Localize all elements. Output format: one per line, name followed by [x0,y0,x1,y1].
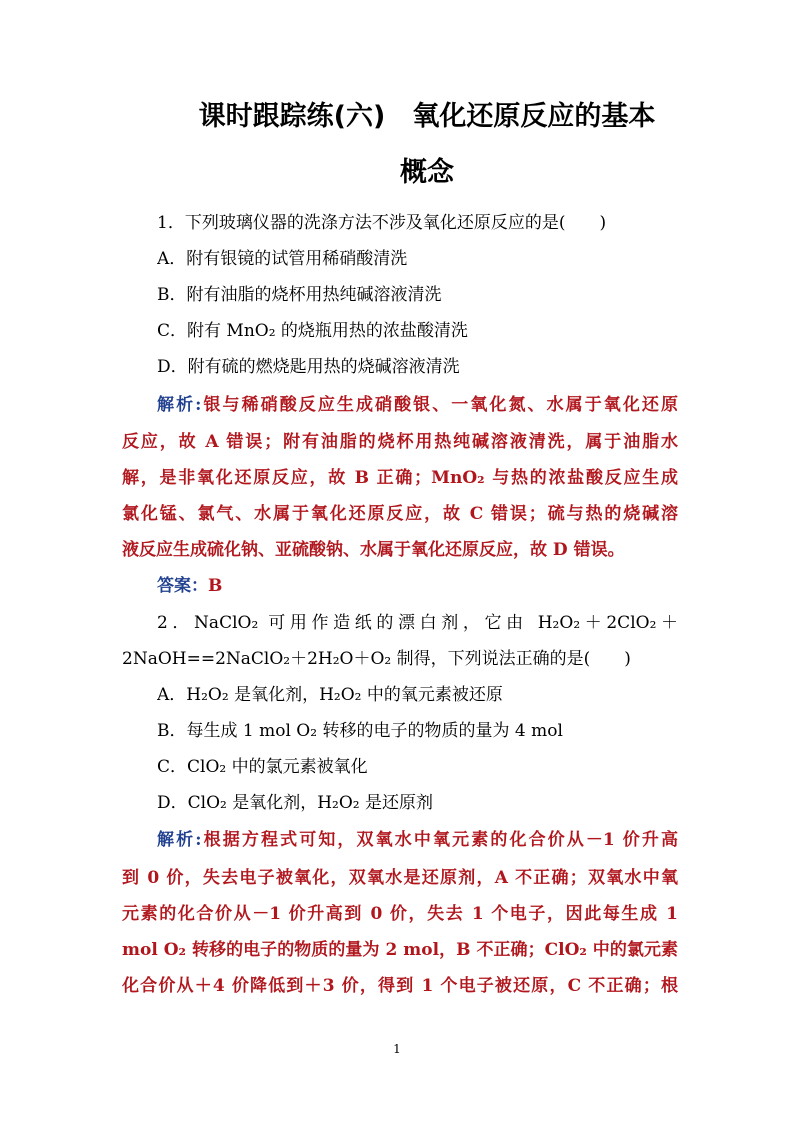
question-1-analysis-line: 氯化锰、氯气、水属于氧化还原反应，故 C 错误；硫与热的烧碱溶 [122,504,678,524]
question-1-option-d: D．附有硫的燃烧匙用热的烧碱溶液清洗 [157,357,460,377]
question-1-answer [157,574,678,598]
question-2-option-d: D．ClO₂ 是氧化剂，H₂O₂ 是还原剂 [157,793,434,813]
question-2-stem-continued: 2NaOH==2NaClO₂＋2H₂O＋O₂ 制得，下列说法正确的是( ) [122,649,631,669]
question-2-stem: 2．NaClO₂ 可用作造纸的漂白剂，它由 H₂O₂＋2ClO₂＋ [157,613,678,633]
question-1-option-a: A．附有银镜的试管用稀硝酸清洗 [157,249,408,269]
analysis-text: 银与稀硝酸反应生成硝酸银、一氧化氮、水属于氧化还原 [201,395,678,415]
answer-value: B [208,576,223,596]
question-1-analysis-line: 反应，故 A 错误；附有油脂的烧杯用热纯碱溶液清洗，属于油脂水 [122,432,678,452]
analysis-label: 解析: [157,395,202,415]
question-2-analysis-line: 到 0 价，失去电子被氧化，双氧水是还原剂，A 不正确；双氧水中氧 [122,868,678,888]
question-2-analysis-line: mol O₂ 转移的电子的物质的量为 2 mol，B 不正确；ClO₂ 中的氯元素 [122,940,678,960]
answer-label: 答案： [157,576,208,596]
page-number: 1 [393,1042,401,1056]
question-2-option-b: B．每生成 1 mol O₂ 转移的电子的物质的量为 4 mol [157,721,563,741]
page-title-continued: 概念 [400,157,454,188]
question-2-analysis-line: 元素的化合价从－1 价升高到 0 价，失去 1 个电子，因此每生成 1 [122,904,678,924]
question-1-analysis-line: 解，是非氧化还原反应，故 B 正确；MnO₂ 与热的浓盐酸反应生成 [122,468,678,488]
question-1-stem: 1．下列玻璃仪器的洗涤方法不涉及氧化还原反应的是( ) [157,213,607,233]
analysis-text: 根据方程式可知，双氧水中氧元素的化合价从－1 价升高 [201,830,678,850]
question-1-analysis-line: 液反应生成硫化钠、亚硫酸钠、水属于氧化还原反应，故 D 错误。 [122,540,625,560]
question-2-analysis-line: 化合价从＋4 价降低到＋3 价，得到 1 个电子被还原，C 不正确；根 [122,976,678,996]
page-title: 课时跟踪练(六) 氧化还原反应的基本 [198,101,656,132]
analysis-label: 解析: [157,830,202,850]
question-1-option-c: C．附有 MnO₂ 的烧瓶用热的浓盐酸清洗 [157,321,468,341]
question-2-option-a: A．H₂O₂ 是氧化剂，H₂O₂ 中的氧元素被还原 [157,685,503,705]
question-2-option-c: C．ClO₂ 中的氯元素被氧化 [157,757,368,777]
question-1-option-b: B．附有油脂的烧杯用热纯碱溶液清洗 [157,285,442,305]
question-2-analysis-line [157,828,678,852]
question-1-analysis-line [157,393,678,417]
